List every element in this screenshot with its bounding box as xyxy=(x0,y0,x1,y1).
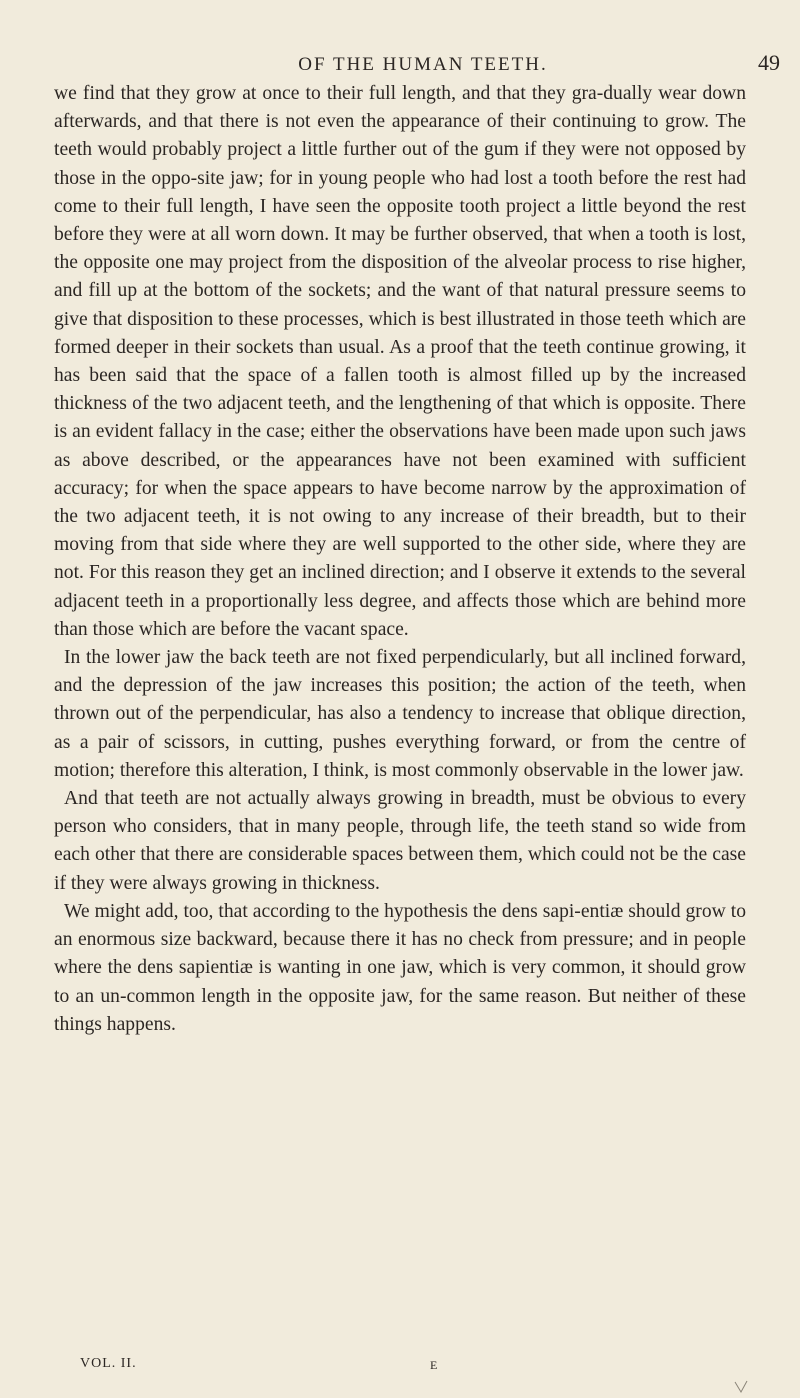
paragraph-4: We might add, too, that according to the hypothesis the dens sapi-entiæ should grow to an enormous size backward, because there it has no check from pressure; and in people where the dens sapientiæ is wanting in one jaw, which is very common, it should grow to an un-common length in the opposite jaw, for the same reason. But neither of these things happens. xyxy=(54,900,746,1035)
running-title: OF THE HUMAN TEETH. xyxy=(298,54,548,75)
volume-signature: VOL. II. xyxy=(80,1356,137,1371)
page-header xyxy=(66,50,780,80)
pencil-tick-mark xyxy=(734,1380,748,1394)
paragraph-2: In the lower jaw the back teeth are not fixed perpendicularly, but all inclined forward, and the depression of the jaw increases this position; the action of the teeth, when thrown out of the perpendicular, has also a tendency to increase that oblique direction, as a pair of scissors, in cutting, pushes everything forward, or from the centre of motion; therefore this alteration, I think, is most commonly observable in the lower jaw. xyxy=(54,647,746,781)
body-text xyxy=(54,80,746,1039)
page-number: 49 xyxy=(758,50,780,75)
paragraph-1: we find that they grow at once to their full length, and that they gra-dually wear down afterwards, and that there is not even the appearance of their continuing to grow. The teeth would probably project a little further out of the gum if they were not opposed by those in the oppo-site jaw; for in young people who had lost a tooth before the rest had come to their full length, I have seen the opposite tooth project a little beyond the rest before they were at all worn down. It may be further observed, that when a tooth is lost, the opposite one may project from the disposition of the alveolar process to rise higher, and fill up at the bottom of the sockets; and the want of that natural pressure seems to give that disposition to these processes, which is best illustrated in those teeth which are formed deeper in their sockets than usual. As a proof that the teeth continue growing, it has been said that the space of a fallen tooth is almost filled up by the increased thickness of the two adjacent teeth, and the lengthening of that which is opposite. There is an evident fallacy in the case; either the observations have been made upon such jaws as above described, or the appearances have not been examined with sufficient accuracy; for when the space appears to have become narrow by the approximation of the two adjacent teeth, it is not owing to any increase of their breadth, but to their moving from that side where they are well supported to the other side, where they are not. For this reason they get an inclined direction; and I observe it extends to the several adjacent teeth in a proportionally less degree, and affects those which are behind more than those which are before the vacant space. xyxy=(54,83,746,640)
page-footer xyxy=(80,1356,680,1380)
gathering-letter: E xyxy=(430,1358,439,1372)
paragraph-3: And that teeth are not actually always growing in breadth, must be obvious to every person who considers, that in many people, through life, the teeth stand so wide from each other that there are considerable spaces between them, which could not be the case if they were always growing in thickness. xyxy=(54,788,746,894)
